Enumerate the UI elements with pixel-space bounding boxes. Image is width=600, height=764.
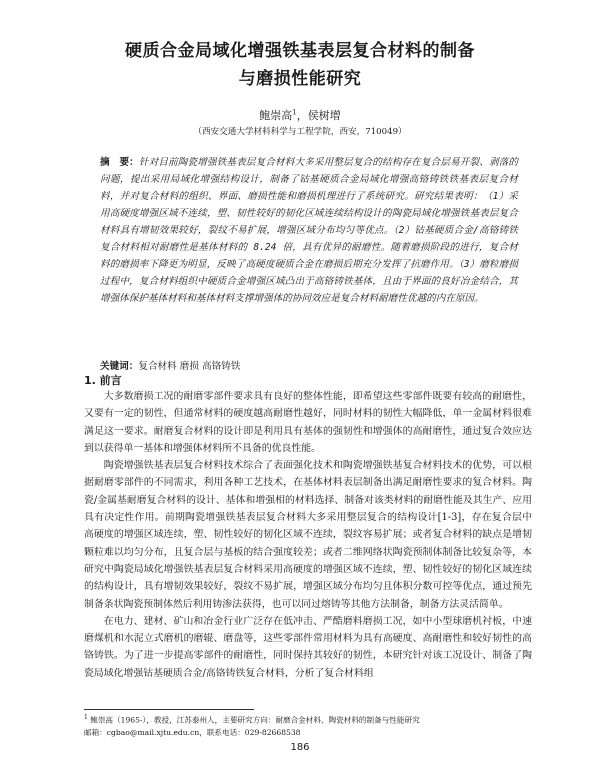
footnote-author-info: 鲍崇高（1965-），教授，江苏泰州人，主要研究方向：耐磨合金材料、陶瓷材料的制备与性能研究 [90,715,420,725]
author-footnote-mark: 1 [292,108,297,117]
section-heading: 1. 前言 [84,374,122,387]
footnote-line-2: 邮箱：cgbao@mail.xjtu.edu.cn，联系电话：029-82668538 [84,727,301,737]
footnote-line-1 [84,712,532,727]
paper-title-line1: 硬质合金局域化增强铁基表层复合材料的制备 [125,41,475,61]
body-paragraph-3: 在电力、建材、矿山和冶金行业广泛存在低冲击、严酷磨料磨损工况，如中小型球磨机衬板，中速磨煤机和水泥立式磨机的磨辊、磨盘等，这些零部件常用材料为具有高硬度、高耐磨性和较好韧性的高铬铸铁。为了进一步提高零部件的耐磨性，同时保持其较好的韧性，本研究针对该工况设计、制备了陶瓷局域化增强钴基硬质合金/高铬铸铁复合材料，分析了复合材料组 [84,615,532,679]
keywords [100,358,518,372]
authors [0,107,600,123]
body-paragraph-1: 大多数磨损工况的耐磨零部件要求具有良好的整体性能，即希望这些零部件既要有较高的耐磨性，又要有一定的韧性，但通常材料的硬度越高耐磨性越好，同时材料的韧性大幅降低，单一金属材料很难满足这一要求。耐磨复合材料的设计即是利用具有基体的强韧性和增强体的高耐磨性，通过复合效应达到以获得单一基体和增强体材料所不具备的优良性能。 [84,391,532,454]
footnote-mark: 1 [84,714,88,721]
footnote [84,712,532,739]
body-paragraph-2: 陶瓷增强铁基表层复合材料技术综合了表面强化技术和陶瓷增强铁基复合材料技术的优势，可以根据耐磨零部件的不同需求，利用各种工艺技术，在基体材料表层制备出满足耐磨性要求的复合材料。陶瓷/金属基耐磨复合材料的设计、基体和增强相的材料选择、制备对该类材料的耐磨性能及其生产、应用具有决定性作用。前期陶瓷增强铁基表层复合材料大多采用整层复合的结构设计[1-3]，存在复合层中高硬度的增强区域连续，塑、韧性较好的韧化区域不连续，裂纹容易扩展；或者复合材料的缺点是增韧颗粒难以均匀分布，且复合层与基板的结合强度较差；或者二维网络状陶瓷预制体制备比较复杂等，本研究中陶瓷局域化增强铁基表层复合材料采用高硬度的增强区域不连续，塑、韧性较好的韧化区域连续的结构设计，具有增韧效果较好，裂纹不易扩展，增强区域分布均匀且体积分数可控等优点，通过预先制备条状陶瓷预制体然后利用铸渗法获得，也可以同过熔铸等其他方法制备，制备方法灵活简单。 [84,460,532,610]
paper-title-line2: 与磨损性能研究 [238,69,362,89]
abstract-label: 摘 要： [100,157,139,168]
abstract-text: 针对目前陶瓷增强铁基表层复合材料大多采用整层复合的结构存在复合层易开裂、剥落的问题，提出采用局域化增强结构设计，制备了钴基硬质合金局域化增强高铬铸铁铁基表层复合材料，并对复合材料的组织、界面、磨损性能和磨损机理进行了系统研究。研究结果表明：（1）采用高硬度增强区域不连续，塑、韧性较好的韧化区域连续结构设计的陶瓷局域化增强铁基表层复合材料具有增韧效果较好，裂纹不易扩展，增强区域分布均匀等优点。（2）钴基硬质合金/高铬铸铁复合材料相对耐磨性是基体材料的 8.24 倍，具有优异的耐磨性。随着磨损阶段的进行，复合材料的磨损率下降更为明显，反映了高硬度硬质合金在磨损后期充分发挥了抗磨作用。（3）磨粒磨损过程中，复合材料组织中硬质合金增强区域凸出于高铬铸铁基体，且由于界面的良好冶金结合，其增强体保护基体材料和基体材料支撑增强体的协同效应是复合材料耐磨性优越的内在原因。 [100,157,519,304]
keywords-label: 关键词： [100,361,139,372]
author-primary: 鲍崇高 [259,109,293,122]
affiliation: （西安交通大学材料科学与工程学院，西安，710049） [193,127,407,137]
body-text [84,388,532,682]
footnote-divider [84,709,254,710]
page-number: 186 [290,742,310,753]
abstract [100,154,518,307]
author-secondary: ，侯树增 [296,109,341,122]
keywords-text: 复合材料 磨损 高铬铸铁 [138,361,241,372]
